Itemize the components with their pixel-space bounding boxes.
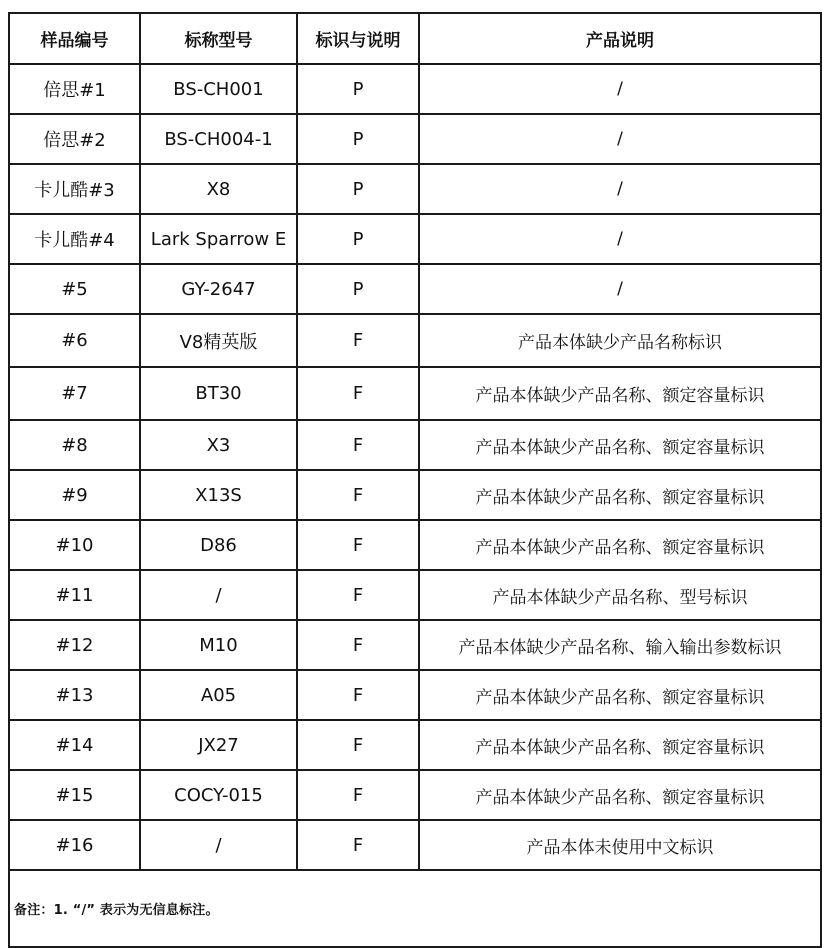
cell-sample-id: 倍思#2 <box>9 114 140 164</box>
table-row <box>9 620 821 670</box>
cell-sample-id: #6 <box>9 314 140 367</box>
cell-sample-id: #15 <box>9 770 140 820</box>
cell-marking: F <box>297 720 419 770</box>
cell-sample-id: #9 <box>9 470 140 520</box>
cell-model: COCY-015 <box>140 770 297 820</box>
table-row <box>9 720 821 770</box>
cell-marking: P <box>297 114 419 164</box>
cell-description: 产品本体缺少产品名称、型号标识 <box>419 570 821 620</box>
header-marking: 标识与说明 <box>297 13 419 64</box>
header-model: 标称型号 <box>140 13 297 64</box>
cell-model: BT30 <box>140 367 297 420</box>
table-row <box>9 670 821 720</box>
cell-model: / <box>140 820 297 870</box>
cell-description: 产品本体缺少产品名称、输入输出参数标识 <box>419 620 821 670</box>
cell-description: 产品本体缺少产品名称、额定容量标识 <box>419 470 821 520</box>
cell-marking: P <box>297 214 419 264</box>
cell-model: X13S <box>140 470 297 520</box>
cell-model: D86 <box>140 520 297 570</box>
cell-marking: F <box>297 620 419 670</box>
table-row <box>9 820 821 870</box>
cell-description: 产品本体缺少产品名称、额定容量标识 <box>419 520 821 570</box>
cell-model: M10 <box>140 620 297 670</box>
table-body <box>9 64 821 870</box>
results-table-container <box>8 12 820 948</box>
cell-marking: F <box>297 520 419 570</box>
cell-description: 产品本体缺少产品名称标识 <box>419 314 821 367</box>
cell-description: / <box>419 164 821 214</box>
table-row <box>9 470 821 520</box>
cell-sample-id: #12 <box>9 620 140 670</box>
cell-sample-id: #10 <box>9 520 140 570</box>
cell-marking: F <box>297 670 419 720</box>
cell-description: 产品本体未使用中文标识 <box>419 820 821 870</box>
cell-marking: F <box>297 470 419 520</box>
cell-marking: P <box>297 264 419 314</box>
table-row <box>9 770 821 820</box>
table-row <box>9 114 821 164</box>
cell-model: GY-2647 <box>140 264 297 314</box>
cell-model: V8精英版 <box>140 314 297 367</box>
cell-sample-id: #8 <box>9 420 140 470</box>
table-row <box>9 64 821 114</box>
cell-sample-id: #5 <box>9 264 140 314</box>
note-row <box>9 870 821 947</box>
cell-description: 产品本体缺少产品名称、额定容量标识 <box>419 367 821 420</box>
cell-marking: P <box>297 64 419 114</box>
cell-description: / <box>419 264 821 314</box>
cell-sample-id: #16 <box>9 820 140 870</box>
table-row <box>9 570 821 620</box>
cell-description: 产品本体缺少产品名称、额定容量标识 <box>419 770 821 820</box>
cell-sample-id: 卡儿酷#3 <box>9 164 140 214</box>
cell-model: JX27 <box>140 720 297 770</box>
cell-marking: P <box>297 164 419 214</box>
cell-marking: F <box>297 820 419 870</box>
cell-sample-id: 卡儿酷#4 <box>9 214 140 264</box>
cell-model: Lark Sparrow E <box>140 214 297 264</box>
cell-sample-id: #7 <box>9 367 140 420</box>
cell-marking: F <box>297 367 419 420</box>
cell-description: / <box>419 64 821 114</box>
cell-description: 产品本体缺少产品名称、额定容量标识 <box>419 670 821 720</box>
cell-model: / <box>140 570 297 620</box>
table-row <box>9 214 821 264</box>
header-description: 产品说明 <box>419 13 821 64</box>
cell-description: 产品本体缺少产品名称、额定容量标识 <box>419 420 821 470</box>
cell-marking: F <box>297 570 419 620</box>
table-row <box>9 264 821 314</box>
results-table <box>8 12 822 948</box>
table-row <box>9 164 821 214</box>
header-sample-id: 样品编号 <box>9 13 140 64</box>
table-row <box>9 520 821 570</box>
cell-description: / <box>419 214 821 264</box>
cell-model: BS-CH001 <box>140 64 297 114</box>
cell-marking: F <box>297 314 419 367</box>
table-header-row <box>9 13 821 64</box>
table-row <box>9 314 821 367</box>
cell-marking: F <box>297 770 419 820</box>
cell-model: X3 <box>140 420 297 470</box>
cell-sample-id: #14 <box>9 720 140 770</box>
cell-model: X8 <box>140 164 297 214</box>
table-row <box>9 420 821 470</box>
table-row <box>9 367 821 420</box>
cell-description: / <box>419 114 821 164</box>
cell-model: A05 <box>140 670 297 720</box>
cell-marking: F <box>297 420 419 470</box>
cell-description: 产品本体缺少产品名称、额定容量标识 <box>419 720 821 770</box>
cell-model: BS-CH004-1 <box>140 114 297 164</box>
cell-sample-id: #11 <box>9 570 140 620</box>
cell-sample-id: #13 <box>9 670 140 720</box>
table-note: 备注：1. “/” 表示为无信息标注。 <box>9 870 821 947</box>
cell-sample-id: 倍思#1 <box>9 64 140 114</box>
